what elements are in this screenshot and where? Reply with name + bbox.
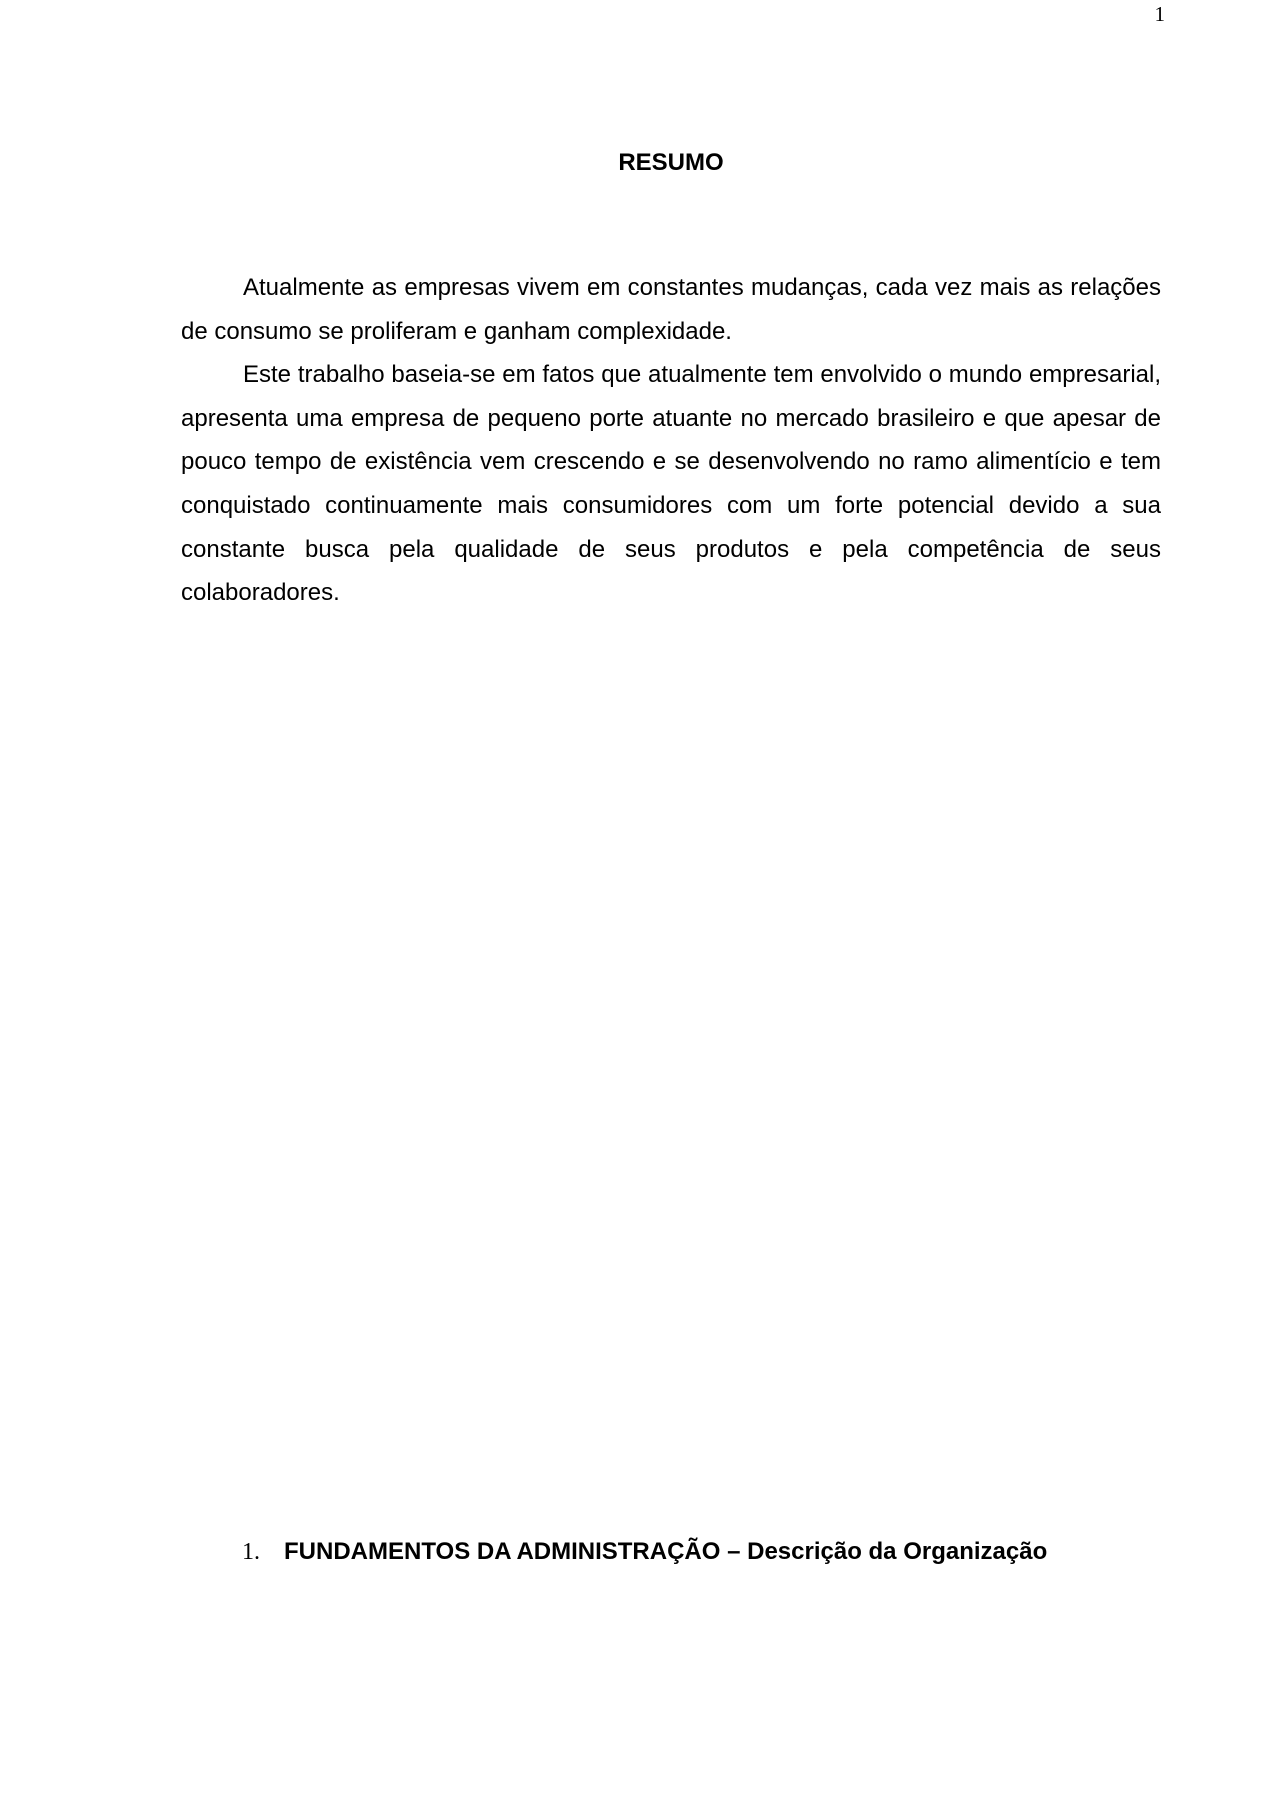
paragraph: Este trabalho baseia-se em fatos que atualmente tem envolvido o mundo empresarial, apresenta uma empresa de pequeno porte atuante no mercado brasileiro e que apesar de pouco tempo de existência vem crescendo e se desenvolvendo no ramo alimentício e tem conquistado continuamente mais consumidores com um forte potencial devido a sua constante busca pela qualidade de seus produtos e pela competência de seus colaboradores. <box>181 361 1161 607</box>
paragraph: Atualmente as empresas vivem em constantes mudanças, cada vez mais as relações de consumo se proliferam e ganham complexidade. <box>181 274 1161 345</box>
page-number: 1 <box>1154 2 1165 26</box>
section-number: 1. <box>242 1539 260 1565</box>
abstract-body <box>181 266 1161 615</box>
page-title: RESUMO <box>618 149 724 176</box>
section-title: FUNDAMENTOS DA ADMINISTRAÇÃO – Descrição da Organização <box>284 1538 1048 1565</box>
section-heading <box>242 1537 1047 1567</box>
